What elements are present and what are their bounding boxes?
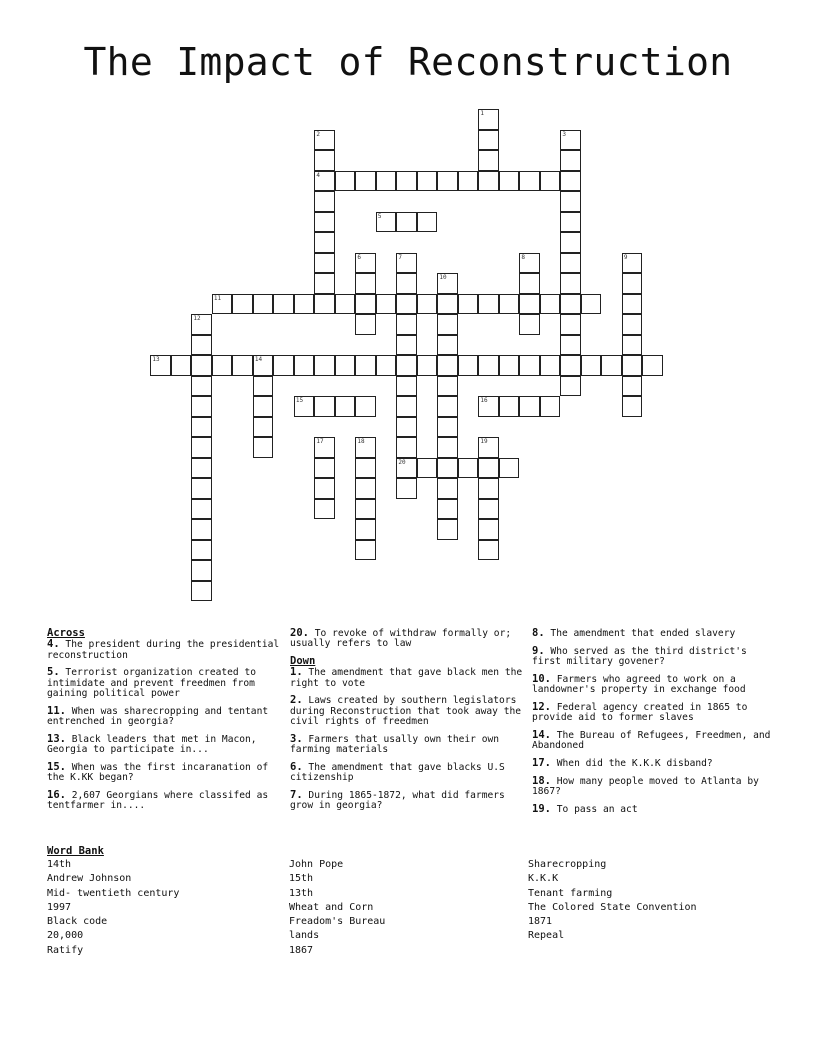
clue-number: 13 — [152, 356, 160, 364]
grid-cell[interactable] — [191, 519, 212, 540]
grid-cell[interactable] — [191, 458, 212, 479]
word-bank-item: Freadom's Bureau — [289, 916, 386, 928]
grid-cell[interactable] — [191, 376, 212, 397]
clue-number: 19 — [480, 438, 488, 446]
grid-cell[interactable] — [622, 294, 643, 315]
down-clue — [532, 730, 772, 752]
grid-cell[interactable] — [396, 355, 417, 376]
grid-cell[interactable] — [355, 499, 376, 520]
grid-cell[interactable] — [560, 212, 581, 233]
clue-number: 2 — [316, 130, 321, 138]
grid-cell[interactable] — [437, 314, 458, 335]
grid-cell[interactable] — [191, 437, 212, 458]
grid-cell[interactable] — [355, 171, 376, 192]
grid-cell[interactable] — [273, 355, 294, 376]
word-bank-item: 1997 — [47, 901, 72, 913]
clue-number: 18. — [532, 774, 551, 787]
grid-cell[interactable] — [314, 499, 335, 520]
across-clue — [47, 639, 287, 661]
grid-cell[interactable] — [560, 273, 581, 294]
grid-cell[interactable] — [540, 171, 561, 192]
grid-cell[interactable] — [478, 396, 499, 417]
grid-cell[interactable] — [417, 171, 438, 192]
clue-number: 3. — [290, 732, 303, 745]
clue-number: 16. — [47, 789, 66, 802]
grid-cell[interactable] — [376, 355, 397, 376]
grid-cell[interactable] — [314, 396, 335, 417]
grid-cell[interactable] — [560, 150, 581, 171]
grid-cell[interactable] — [396, 376, 417, 397]
grid-cell[interactable] — [458, 458, 479, 479]
clue-number: 4. — [47, 638, 60, 651]
word-bank-item: 14th — [47, 859, 72, 870]
word-bank-item: The Colored State Convention — [528, 901, 697, 913]
grid-cell[interactable] — [519, 355, 540, 376]
grid-cell[interactable] — [314, 437, 335, 458]
clue-text: Terrorist organization created to intimidate and prevent freedmen from gaining political power — [47, 667, 257, 699]
clue-number: 4 — [316, 171, 321, 179]
page-title: The Impact of Reconstruction — [83, 40, 733, 84]
word-bank-item: John Pope — [289, 859, 344, 870]
grid-cell[interactable] — [437, 355, 458, 376]
grid-cell[interactable] — [171, 355, 192, 376]
grid-cell[interactable] — [253, 396, 274, 417]
grid-cell[interactable] — [314, 273, 335, 294]
grid-cell[interactable] — [355, 437, 376, 458]
clue-text: The Bureau of Refugees, Freedmen, and Abandoned — [532, 730, 771, 752]
grid-cell[interactable] — [540, 355, 561, 376]
grid-cell[interactable] — [437, 335, 458, 356]
clue-number: 7 — [398, 253, 403, 261]
clue-number: 11 — [213, 294, 222, 302]
grid-cell[interactable] — [519, 294, 540, 315]
grid-cell[interactable] — [314, 294, 335, 315]
grid-cell[interactable] — [519, 396, 540, 417]
grid-cell[interactable] — [499, 396, 520, 417]
grid-cell[interactable] — [191, 540, 212, 561]
grid-cell[interactable] — [478, 437, 499, 458]
grid-cell[interactable] — [396, 478, 417, 499]
grid-cell[interactable] — [396, 273, 417, 294]
across-clue — [47, 734, 287, 756]
grid-cell[interactable] — [560, 376, 581, 397]
clue-number: 9. — [532, 644, 545, 657]
down-clue — [532, 646, 772, 668]
clue-text: The amendment that gave blacks U.S citizenship — [290, 761, 505, 784]
clue-number: 5. — [47, 666, 60, 679]
down-clue — [532, 674, 772, 696]
clue-number: 6 — [357, 253, 362, 261]
grid-cell[interactable] — [437, 437, 458, 458]
clue-text: To pass an act — [550, 804, 638, 816]
grid-cell[interactable] — [191, 396, 212, 417]
grid-cell[interactable] — [560, 314, 581, 335]
clue-number: 11. — [47, 704, 66, 717]
clue-text: To revoke of withdraw formally or; usually refers to law — [290, 628, 512, 650]
clue-text: During 1865-1872, what did farmers grow in georgia? — [290, 790, 505, 812]
across-clue — [47, 706, 287, 728]
clue-text: How many people moved to Atlanta by 1867? — [532, 775, 759, 798]
clue-number: 19. — [532, 803, 551, 816]
grid-cell[interactable] — [253, 437, 274, 458]
grid-cell[interactable] — [499, 458, 520, 479]
grid-cell[interactable] — [581, 294, 602, 315]
grid-cell[interactable] — [314, 232, 335, 253]
across-heading: Across — [47, 627, 85, 639]
word-bank-heading: Word Bank — [47, 845, 104, 857]
grid-cell[interactable] — [478, 540, 499, 561]
grid-cell[interactable] — [376, 294, 397, 315]
clue-number: 13. — [47, 732, 66, 745]
word-bank-item: Mid- twentieth century — [47, 887, 180, 899]
grid-cell[interactable] — [396, 335, 417, 356]
grid-cell[interactable] — [458, 355, 479, 376]
clues-column-2 — [290, 628, 530, 818]
word-bank — [47, 845, 697, 956]
grid-cell[interactable] — [499, 171, 520, 192]
grid-cell[interactable] — [355, 396, 376, 417]
grid-cell[interactable] — [273, 294, 294, 315]
grid-cell[interactable] — [560, 130, 581, 151]
grid-cell[interactable] — [478, 109, 499, 130]
grid-cell[interactable] — [437, 417, 458, 438]
clue-text: When did the K.K.K disband? — [550, 758, 713, 770]
grid-cell[interactable] — [601, 355, 622, 376]
grid-cell[interactable] — [253, 417, 274, 438]
grid-cell[interactable] — [294, 396, 315, 417]
clue-text: Black leaders that met in Macon, Georgia to participate in... — [47, 733, 257, 756]
word-bank-item: Ratify — [47, 944, 84, 956]
clue-number: 10. — [532, 672, 551, 685]
word-bank-item: 15th — [289, 873, 314, 885]
clue-number: 14. — [532, 729, 551, 742]
grid-cell[interactable] — [253, 376, 274, 397]
grid-cell[interactable] — [314, 355, 335, 376]
word-bank-item: Sharecropping — [528, 859, 607, 870]
clue-number: 12. — [532, 700, 551, 713]
clue-text: When was sharecropping and tentant entrenched in georgia? — [47, 705, 269, 728]
word-bank-item: Black code — [47, 916, 108, 928]
grid-cell[interactable] — [560, 191, 581, 212]
grid-cell[interactable] — [519, 253, 540, 274]
grid-cell[interactable] — [560, 335, 581, 356]
clue-number: 12 — [193, 315, 201, 323]
grid-cell[interactable] — [560, 253, 581, 274]
grid-cell[interactable] — [622, 253, 643, 274]
grid-cell[interactable] — [191, 478, 212, 499]
grid-cell[interactable] — [355, 458, 376, 479]
grid-cell[interactable] — [355, 478, 376, 499]
across-clue — [47, 667, 287, 699]
clues-column-1 — [47, 628, 287, 818]
clue-number: 2. — [290, 694, 303, 707]
grid-cell[interactable] — [622, 314, 643, 335]
grid-cell[interactable] — [478, 519, 499, 540]
grid-cell[interactable] — [314, 191, 335, 212]
grid-cell[interactable] — [478, 130, 499, 151]
grid-cell[interactable] — [396, 294, 417, 315]
grid-cell[interactable] — [232, 294, 253, 315]
clue-number: 17 — [316, 438, 324, 446]
across-clue — [290, 628, 530, 650]
clue-number: 15 — [295, 397, 304, 405]
clue-text: Who served as the third district's first military govener? — [532, 645, 747, 668]
word-bank-item: Repeal — [528, 930, 565, 942]
grid-cell[interactable] — [253, 294, 274, 315]
down-clue — [290, 762, 530, 784]
grid-cell[interactable] — [314, 130, 335, 151]
grid-cell[interactable] — [191, 335, 212, 356]
grid-cell[interactable] — [560, 232, 581, 253]
word-bank-item: 1871 — [528, 916, 553, 928]
grid-cell[interactable] — [417, 458, 438, 479]
grid-cell[interactable] — [355, 273, 376, 294]
clue-text: Farmers who agreed to work on a landowner's property in exchange food — [532, 673, 746, 696]
grid-cell[interactable] — [540, 396, 561, 417]
clue-text: Farmers that usally own their own farming materials — [290, 733, 500, 756]
word-bank-item: 20,000 — [47, 930, 84, 942]
grid-cell[interactable] — [642, 355, 663, 376]
grid-cell[interactable] — [212, 355, 233, 376]
grid-cell[interactable] — [191, 314, 212, 335]
grid-cell[interactable] — [314, 212, 335, 233]
grid-cell[interactable] — [314, 171, 335, 192]
grid-cell[interactable] — [437, 376, 458, 397]
clue-number: 3 — [562, 130, 567, 138]
grid-cell[interactable] — [622, 396, 643, 417]
grid-cell[interactable] — [478, 294, 499, 315]
clue-number: 9 — [623, 253, 628, 261]
grid-cell[interactable] — [437, 519, 458, 540]
grid-cell[interactable] — [314, 458, 335, 479]
grid-cell[interactable] — [478, 171, 499, 192]
clue-number: 8 — [521, 253, 526, 261]
grid-cell[interactable] — [437, 458, 458, 479]
grid-cell[interactable] — [437, 294, 458, 315]
grid-cell[interactable] — [355, 519, 376, 540]
clue-number: 5 — [377, 212, 382, 220]
grid-cell[interactable] — [519, 171, 540, 192]
grid-cell[interactable] — [622, 376, 643, 397]
grid-cell[interactable] — [396, 253, 417, 274]
grid-cell[interactable] — [519, 273, 540, 294]
clue-text: The amendment that ended slavery — [544, 628, 736, 639]
clue-number: 17. — [532, 757, 551, 770]
clue-number: 18 — [357, 438, 365, 446]
grid-cell[interactable] — [478, 355, 499, 376]
clue-number: 20. — [290, 627, 309, 639]
grid-cell[interactable] — [437, 273, 458, 294]
grid-cell[interactable] — [294, 294, 315, 315]
word-bank-item: Tenant farming — [528, 887, 613, 899]
down-clue — [532, 804, 772, 815]
grid-cell[interactable] — [458, 171, 479, 192]
grid-cell[interactable] — [622, 355, 643, 376]
across-clue — [47, 790, 287, 812]
grid-cell[interactable] — [622, 273, 643, 294]
grid-cell[interactable] — [437, 396, 458, 417]
grid-cell[interactable] — [355, 355, 376, 376]
grid-cell[interactable] — [294, 355, 315, 376]
clue-text: The president during the presidential reconstruction — [47, 639, 280, 661]
grid-cell[interactable] — [622, 335, 643, 356]
grid-cell[interactable] — [437, 171, 458, 192]
down-clue — [532, 702, 772, 724]
grid-cell[interactable] — [253, 355, 274, 376]
grid-cell[interactable] — [437, 478, 458, 499]
grid-cell[interactable] — [191, 499, 212, 520]
grid-cell[interactable] — [191, 581, 212, 602]
clue-number: 10 — [439, 274, 447, 282]
word-bank-item: 1867 — [289, 944, 314, 956]
word-bank-item: Wheat and Corn — [289, 901, 374, 913]
clue-text: Laws created by southern legislators during Reconstruction that took away the civil rights of freedmen — [290, 695, 522, 728]
clue-text: 2,607 Georgians where classifed as tentfarmer in.... — [47, 790, 269, 812]
grid-cell[interactable] — [478, 150, 499, 171]
grid-cell[interactable] — [335, 171, 356, 192]
down-clue — [532, 776, 772, 798]
clue-text: When was the first incaranation of the K.KK began? — [47, 761, 269, 784]
grid-cell[interactable] — [314, 150, 335, 171]
grid-cell[interactable] — [478, 478, 499, 499]
grid-cell[interactable] — [396, 171, 417, 192]
down-clue — [290, 667, 530, 689]
grid-cell[interactable] — [437, 499, 458, 520]
grid-cell[interactable] — [335, 355, 356, 376]
grid-cell[interactable] — [355, 253, 376, 274]
across-clue — [47, 762, 287, 784]
grid-cell[interactable] — [355, 540, 376, 561]
grid-cell[interactable] — [560, 294, 581, 315]
grid-cell[interactable] — [396, 396, 417, 417]
grid-cell[interactable] — [335, 294, 356, 315]
grid-cell[interactable] — [396, 437, 417, 458]
grid-cell[interactable] — [396, 314, 417, 335]
clue-number: 15. — [47, 760, 66, 773]
clue-number: 8. — [532, 627, 545, 639]
grid-cell[interactable] — [376, 212, 397, 233]
clue-text: The amendment that gave black men the right to vote — [290, 667, 523, 689]
grid-cell[interactable] — [232, 355, 253, 376]
clue-text: Federal agency created in 1865 to provide aid to former slaves — [532, 701, 748, 724]
down-heading: Down — [290, 655, 316, 668]
grid-cell[interactable] — [417, 355, 438, 376]
clue-number: 14 — [254, 356, 263, 364]
grid-cell[interactable] — [499, 294, 520, 315]
grid-cell[interactable] — [499, 355, 520, 376]
grid-cell[interactable] — [191, 417, 212, 438]
grid-cell[interactable] — [417, 294, 438, 315]
grid-cell[interactable] — [478, 458, 499, 479]
grid-cell[interactable] — [540, 294, 561, 315]
word-bank-item: 13th — [289, 887, 314, 899]
clue-number: 1. — [290, 666, 303, 679]
grid-cell[interactable] — [396, 212, 417, 233]
down-clue — [290, 790, 530, 812]
grid-cell[interactable] — [212, 294, 233, 315]
grid-cell[interactable] — [376, 171, 397, 192]
word-bank-item: lands — [289, 930, 320, 942]
grid-cell[interactable] — [396, 458, 417, 479]
down-clue — [290, 734, 530, 756]
word-bank-item: Andrew Johnson — [47, 873, 132, 885]
grid-cell[interactable] — [191, 355, 212, 376]
grid-cell[interactable] — [458, 294, 479, 315]
down-clue — [290, 695, 530, 727]
grid-cell[interactable] — [478, 499, 499, 520]
grid-cell[interactable] — [581, 355, 602, 376]
clue-number: 1 — [480, 110, 485, 118]
word-bank-item: K.K.K — [528, 873, 559, 885]
down-clue — [532, 628, 772, 639]
grid-cell[interactable] — [335, 396, 356, 417]
grid-cell[interactable] — [314, 478, 335, 499]
grid-cell[interactable] — [355, 314, 376, 335]
grid-cell[interactable] — [191, 560, 212, 581]
clues-column-3 — [532, 628, 772, 822]
down-clue — [532, 758, 772, 769]
grid-cell[interactable] — [560, 171, 581, 192]
clue-number: 6. — [290, 760, 303, 773]
clue-number: 16 — [480, 397, 488, 405]
grid-cell[interactable] — [560, 355, 581, 376]
grid-cell[interactable] — [519, 314, 540, 335]
clue-number: 7. — [290, 789, 303, 802]
clue-number: 20 — [398, 458, 406, 466]
grid-cell[interactable] — [355, 294, 376, 315]
grid-cell[interactable] — [150, 355, 171, 376]
grid-cell[interactable] — [417, 212, 438, 233]
grid-cell[interactable] — [396, 417, 417, 438]
grid-cell[interactable] — [314, 253, 335, 274]
